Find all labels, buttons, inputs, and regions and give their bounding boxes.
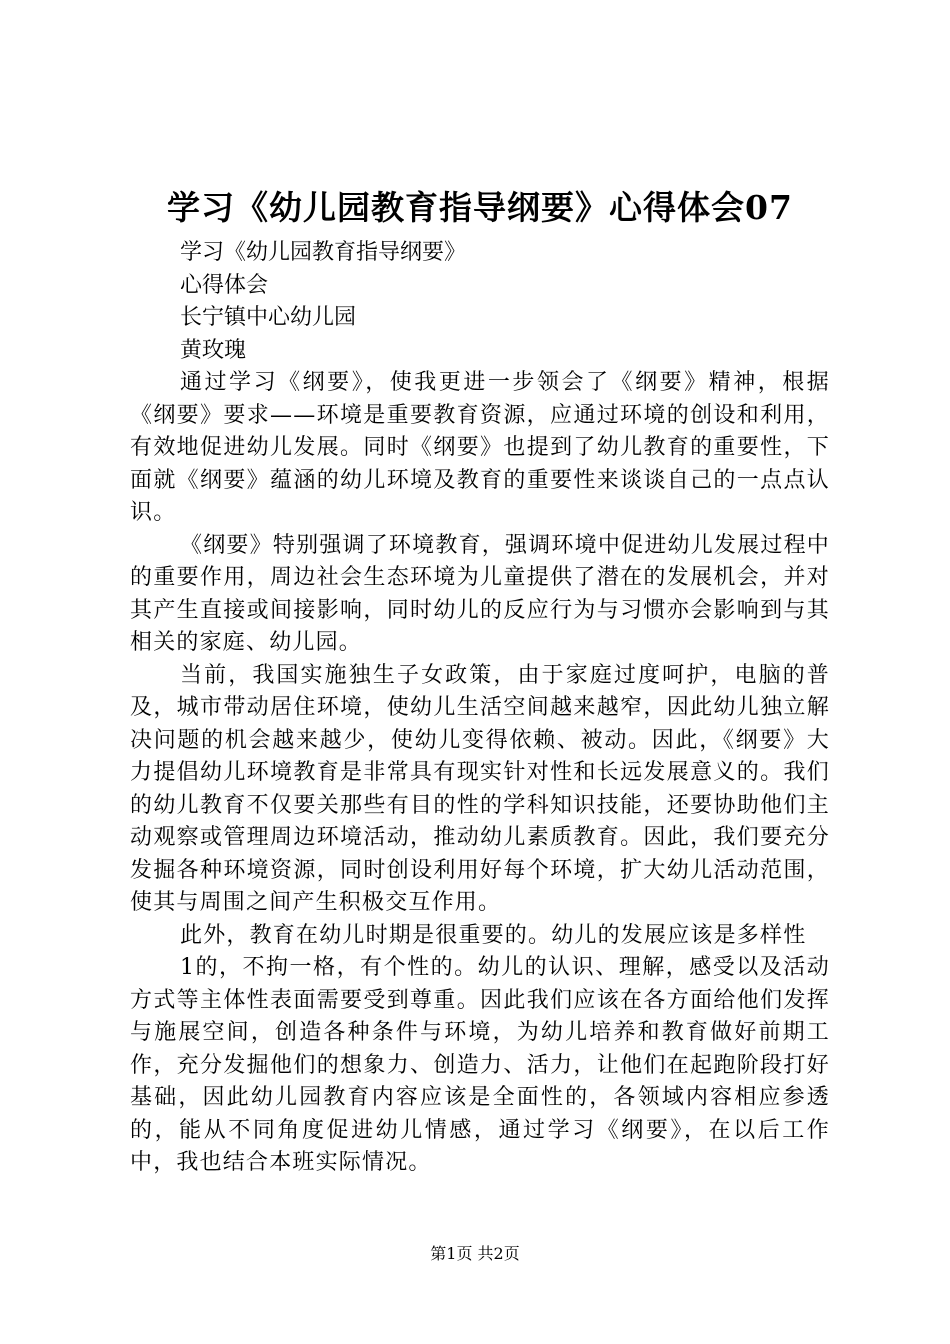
paragraph-1: 通过学习《纲要》，使我更进一步领会了《纲要》精神，根据《纲要》要求——环境是重要教育资源，应通过环境的创设和利用，有效地促进幼儿发展。同时《纲要》也提到了幼儿教育的重要性，下面就《纲要》蕴涵的幼儿环境及教育的重要性来谈谈自己的一点点认识。 xyxy=(130,370,830,525)
paragraph-5: 1的，不拘一格，有个性的。幼儿的认识、理解，感受以及活动方式等主体性表面需要受到尊重。因此我们应该在各方面给他们发挥与施展空间，创造各种条件与环境，为幼儿培养和教育做好前期工作，充分发掘他们的想象力、创造力、活力，让他们在起跑阶段打好基础，因此幼儿园教育内容应该是全面性的，各领域内容相应参透的，能从不同角度促进幼儿情感，通过学习《纲要》，在以后工作中，我也结合本班实际情况。 xyxy=(130,955,830,1175)
paragraph-2: 《纲要》特别强调了环境教育，强调环境中促进幼儿发展过程中的重要作用，周边社会生态环境为儿童提供了潜在的发展机会，并对其产生直接或间接影响，同时幼儿的反应行为与习惯亦会影响到与其相关的家庭、幼儿园。 xyxy=(130,532,830,655)
school-name: 长宁镇中心幼儿园 xyxy=(180,305,357,330)
paragraph-3: 当前，我国实施独生子女政策，由于家庭过度呵护，电脑的普及，城市带动居住环境，使幼儿生活空间越来越窄，因此幼儿独立解决问题的机会越来越少，使幼儿变得依赖、被动。因此，《纲要》大力提倡幼儿环境教育是非常具有现实针对性和长远发展意义的。我们的幼儿教育不仅要关那些有目的性的学科知识技能，还要协助他们主动观察或管理周边环境活动，推动幼儿素质教育。因此，我们要充分发掘各种环境资源，同时创设利用好每个环境，扩大幼儿活动范围，使其与周围之间产生积极交互作用。 xyxy=(130,662,830,915)
document-body xyxy=(130,237,830,1180)
page-footer: 第1页 共2页 xyxy=(430,1244,520,1263)
subtitle-line-2: 心得体会 xyxy=(180,272,269,298)
author-name: 黄玫瑰 xyxy=(180,337,247,363)
document-title: 学习《幼儿园教育指导纲要》心得体会07 xyxy=(167,188,793,227)
subtitle-line: 学习《幼儿园教育指导纲要》 xyxy=(180,240,467,265)
paragraph-4: 此外，教育在幼儿时期是很重要的。幼儿的发展应该是多样性 xyxy=(180,922,807,948)
